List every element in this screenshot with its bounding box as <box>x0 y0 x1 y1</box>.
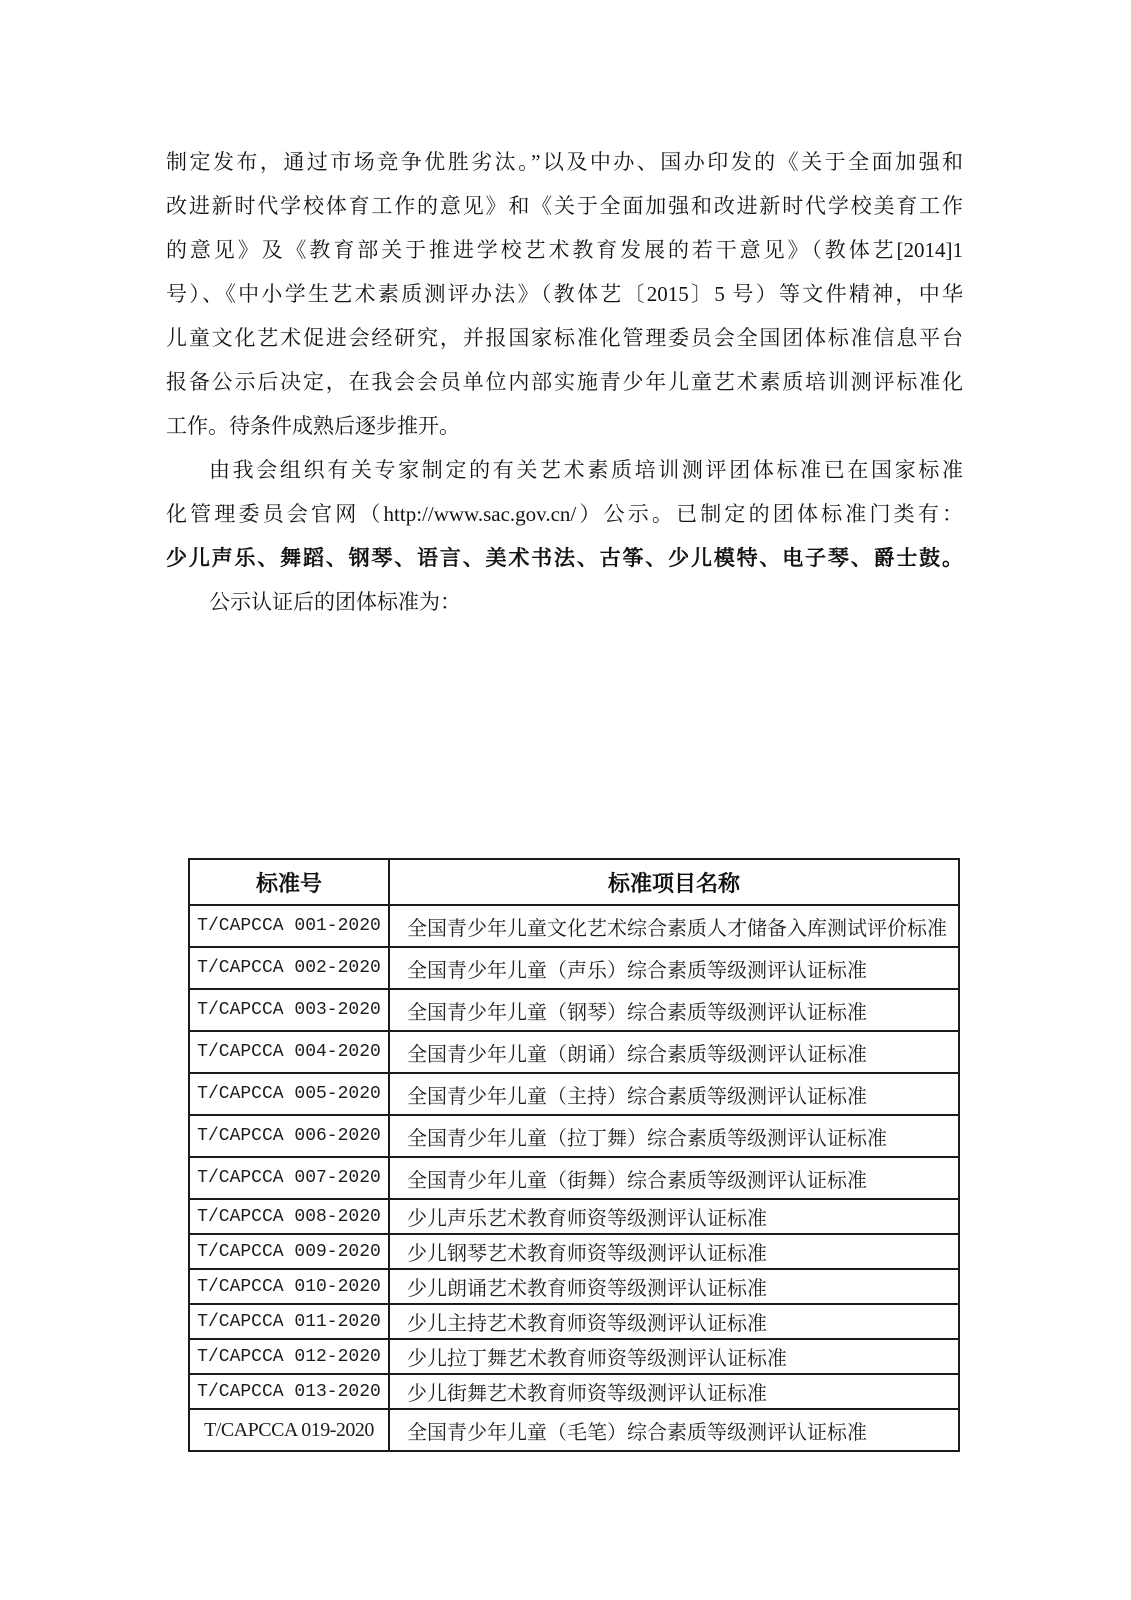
cell-standard-name: 全国青少年儿童（毛笔）综合素质等级测评认证标准 <box>389 1409 959 1451</box>
cell-standard-name: 少儿街舞艺术教育师资等级测评认证标准 <box>389 1374 959 1409</box>
cell-standard-code: T/CAPCCA 011-2020 <box>189 1304 389 1339</box>
standards-table <box>188 858 960 1452</box>
table-row <box>189 947 959 989</box>
table-row <box>189 989 959 1031</box>
cell-standard-name: 少儿钢琴艺术教育师资等级测评认证标准 <box>389 1234 959 1269</box>
cell-standard-code: T/CAPCCA 013-2020 <box>189 1374 389 1409</box>
text-line: 少儿声乐、舞蹈、钢琴、语言、美术书法、古筝、少儿模特、电子琴、爵士鼓。 <box>166 546 963 570</box>
text-line: 由我会组织有关专家制定的有关艺术素质培训测评团体标准已在国家标准 <box>209 458 963 482</box>
table-header-name: 标准项目名称 <box>389 859 959 905</box>
table-row <box>189 1234 959 1269</box>
cell-standard-code: T/CAPCCA 006-2020 <box>189 1115 389 1157</box>
text-line: 公示认证后的团体标准为： <box>209 590 461 614</box>
table-row <box>189 1304 959 1339</box>
table-header-row <box>189 859 959 905</box>
cell-standard-code: T/CAPCCA 001-2020 <box>189 905 389 947</box>
cell-standard-name: 全国青少年儿童（街舞）综合素质等级测评认证标准 <box>389 1157 959 1199</box>
table-row <box>189 1199 959 1234</box>
text-line: 工作。待条件成熟后逐步推开。 <box>166 414 460 438</box>
text-line: 化管理委员会官网（http://www.sac.gov.cn/）公示。已制定的团体标准门类有： <box>166 502 963 526</box>
cell-standard-name: 全国青少年儿童（钢琴）综合素质等级测评认证标准 <box>389 989 959 1031</box>
text-line: 儿童文化艺术促进会经研究，并报国家标准化管理委员会全国团体标准信息平台 <box>166 326 963 350</box>
text-line: 制定发布，通过市场竞争优胜劣汰。”以及中办、国办印发的《关于全面加强和 <box>166 150 963 174</box>
cell-standard-code: T/CAPCCA 004-2020 <box>189 1031 389 1073</box>
cell-standard-name: 少儿拉丁舞艺术教育师资等级测评认证标准 <box>389 1339 959 1374</box>
cell-standard-code: T/CAPCCA 003-2020 <box>189 989 389 1031</box>
text-line: 报备公示后决定，在我会会员单位内部实施青少年儿童艺术素质培训测评标准化 <box>166 370 963 394</box>
cell-standard-name: 全国青少年儿童（声乐）综合素质等级测评认证标准 <box>389 947 959 989</box>
table-head <box>189 859 959 905</box>
cell-standard-name: 少儿主持艺术教育师资等级测评认证标准 <box>389 1304 959 1339</box>
body-text <box>166 140 963 624</box>
text-line: 号）、《中小学生艺术素质测评办法》（教体艺〔2015〕5 号）等文件精神，中华 <box>166 282 963 306</box>
cell-standard-code: T/CAPCCA 012-2020 <box>189 1339 389 1374</box>
cell-standard-name: 少儿声乐艺术教育师资等级测评认证标准 <box>389 1199 959 1234</box>
table-body <box>189 905 959 1451</box>
cell-standard-name: 全国青少年儿童（拉丁舞）综合素质等级测评认证标准 <box>389 1115 959 1157</box>
cell-standard-code: T/CAPCCA 010-2020 <box>189 1269 389 1304</box>
table-row <box>189 1409 959 1451</box>
cell-standard-name: 全国青少年儿童文化艺术综合素质人才储备入库测试评价标准 <box>389 905 959 947</box>
table-row <box>189 1374 959 1409</box>
cell-standard-code: T/CAPCCA 019-2020 <box>189 1409 389 1451</box>
cell-standard-code: T/CAPCCA 002-2020 <box>189 947 389 989</box>
text-line: 的意见》及《教育部关于推进学校艺术教育发展的若干意见》（教体艺[2014]1 <box>166 238 963 262</box>
cell-standard-name: 少儿朗诵艺术教育师资等级测评认证标准 <box>389 1269 959 1304</box>
table-row <box>189 1157 959 1199</box>
cell-standard-name: 全国青少年儿童（主持）综合素质等级测评认证标准 <box>389 1073 959 1115</box>
table-row <box>189 905 959 947</box>
table-row <box>189 1269 959 1304</box>
table-row <box>189 1031 959 1073</box>
cell-standard-name: 全国青少年儿童（朗诵）综合素质等级测评认证标准 <box>389 1031 959 1073</box>
cell-standard-code: T/CAPCCA 008-2020 <box>189 1199 389 1234</box>
cell-standard-code: T/CAPCCA 009-2020 <box>189 1234 389 1269</box>
table-header-code: 标准号 <box>189 859 389 905</box>
table-row <box>189 1339 959 1374</box>
table-row <box>189 1073 959 1115</box>
cell-standard-code: T/CAPCCA 007-2020 <box>189 1157 389 1199</box>
text-line: 改进新时代学校体育工作的意见》和《关于全面加强和改进新时代学校美育工作 <box>166 194 963 218</box>
cell-standard-code: T/CAPCCA 005-2020 <box>189 1073 389 1115</box>
table-row <box>189 1115 959 1157</box>
